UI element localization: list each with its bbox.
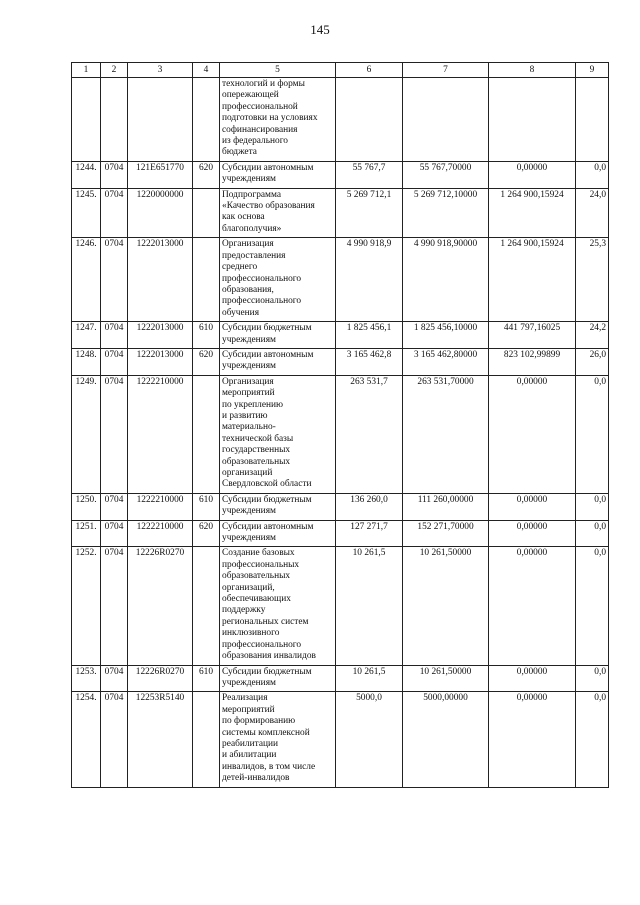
description-line: инвалидов, в том числе [222,761,316,772]
description-line: Субсидии автономным [222,349,314,360]
percent-cell: 25,3 [576,238,609,322]
executed-amount-cell: 441 797,16025 [489,322,576,349]
budget-table [71,62,609,788]
description-line: технической базы [222,433,294,444]
description-cell [220,665,336,692]
description-line: мероприятий [222,388,275,399]
description-line: предоставления [222,250,286,261]
description-line: бюджета [222,147,257,158]
row-number-cell: 1245. [72,188,101,238]
approved-amount-cell: 10 261,50000 [403,547,489,665]
table-row [72,238,609,322]
percent-cell: 0,0 [576,375,609,493]
description-line: учреждениям [222,506,276,517]
executed-amount-cell: 0,00000 [489,547,576,665]
description-line: Субсидии автономным [222,521,314,532]
description-line: среднего [222,262,258,273]
description-line: реабилитации [222,738,279,749]
description-line: учреждениям [222,334,276,345]
amount-cell: 55 767,7 [336,161,403,188]
section-code-cell: 0704 [101,238,128,322]
description-line: благополучия» [222,223,282,234]
row-number-cell: 1244. [72,161,101,188]
amount-cell: 136 260,0 [336,493,403,520]
row-number-cell: 1250. [72,493,101,520]
column-header: 2 [101,63,128,78]
table-row [72,188,609,238]
percent-cell: 26,0 [576,348,609,375]
table-row [72,547,609,665]
executed-amount-cell: 0,00000 [489,493,576,520]
expense-kind-cell: 610 [193,322,220,349]
description-line: Субсидии бюджетным [222,494,312,505]
target-article-cell [128,78,193,162]
description-cell [220,78,336,162]
description-line: образовательных [222,571,291,582]
description-line: образования инвалидов [222,651,316,662]
description-line: учреждениям [222,361,276,372]
percent-cell: 0,0 [576,493,609,520]
expense-kind-cell [193,547,220,665]
executed-amount-cell [489,78,576,162]
description-cell [220,547,336,665]
amount-cell: 263 531,7 [336,375,403,493]
percent-cell: 0,0 [576,692,609,787]
column-header: 6 [336,63,403,78]
table-header-row [72,63,609,78]
percent-cell: 24,2 [576,322,609,349]
section-code-cell: 0704 [101,375,128,493]
description-cell [220,348,336,375]
expense-kind-cell: 620 [193,520,220,547]
section-code-cell: 0704 [101,188,128,238]
description-line: профессиональной [222,101,298,112]
executed-amount-cell: 0,00000 [489,692,576,787]
target-article-cell: 1222013000 [128,238,193,322]
section-code-cell: 0704 [101,161,128,188]
description-line: профессионального [222,273,302,284]
description-line: системы комплексной [222,727,310,738]
table-body [72,78,609,788]
section-code-cell: 0704 [101,692,128,787]
executed-amount-cell: 1 264 900,15924 [489,238,576,322]
approved-amount-cell: 5000,00000 [403,692,489,787]
column-header: 9 [576,63,609,78]
section-code-cell: 0704 [101,493,128,520]
target-article-cell: 1222013000 [128,348,193,375]
expense-kind-cell [193,692,220,787]
target-article-cell: 1222210000 [128,493,193,520]
row-number-cell: 1249. [72,375,101,493]
description-line: и развитию [222,410,268,421]
row-number-cell: 1247. [72,322,101,349]
description-line: и абилитации [222,750,277,761]
table-row [72,665,609,692]
row-number-cell: 1248. [72,348,101,375]
description-cell [220,188,336,238]
target-article-cell: 1222210000 [128,520,193,547]
description-line: Субсидии бюджетным [222,666,312,677]
expense-kind-cell: 620 [193,161,220,188]
column-header: 8 [489,63,576,78]
description-line: мероприятий [222,704,275,715]
approved-amount-cell: 263 531,70000 [403,375,489,493]
amount-cell: 127 271,7 [336,520,403,547]
percent-cell: 0,0 [576,547,609,665]
description-line: профессионального [222,639,302,650]
expense-kind-cell: 610 [193,493,220,520]
description-line: по укреплению [222,399,284,410]
description-line: профессиональных [222,559,300,570]
description-line: «Качество образования [222,201,315,212]
description-line: Создание базовых [222,548,295,559]
description-line: технологий и формы [222,79,305,89]
approved-amount-cell: 55 767,70000 [403,161,489,188]
percent-cell: 0,0 [576,161,609,188]
description-cell [220,493,336,520]
section-code-cell: 0704 [101,520,128,547]
table-row [72,78,609,162]
target-article-cell: 12226R0270 [128,665,193,692]
table-row [72,322,609,349]
target-article-cell: 1222210000 [128,375,193,493]
amount-cell [336,78,403,162]
approved-amount-cell [403,78,489,162]
target-article-cell: 121E651770 [128,161,193,188]
description-line: обучения [222,307,260,318]
amount-cell: 10 261,5 [336,665,403,692]
section-code-cell: 0704 [101,547,128,665]
section-code-cell: 0704 [101,322,128,349]
approved-amount-cell: 152 271,70000 [403,520,489,547]
percent-cell [576,78,609,162]
executed-amount-cell: 0,00000 [489,520,576,547]
section-code-cell: 0704 [101,665,128,692]
description-line: образовательных [222,456,291,467]
row-number-cell: 1246. [72,238,101,322]
approved-amount-cell: 3 165 462,80000 [403,348,489,375]
table-row [72,375,609,493]
amount-cell: 5000,0 [336,692,403,787]
description-cell [220,520,336,547]
description-line: Организация [222,239,274,250]
expense-kind-cell: 620 [193,348,220,375]
description-line: Свердловской области [222,479,312,490]
column-header: 5 [220,63,336,78]
expense-kind-cell [193,375,220,493]
description-cell [220,375,336,493]
table-row [72,692,609,787]
executed-amount-cell: 1 264 900,15924 [489,188,576,238]
table-row [72,348,609,375]
table-row [72,520,609,547]
column-header: 4 [193,63,220,78]
expense-kind-cell: 610 [193,665,220,692]
description-line: из федерального [222,136,288,147]
amount-cell: 3 165 462,8 [336,348,403,375]
description-line: софинансирования [222,124,298,135]
description-line: опережающей [222,90,279,101]
description-line: материально- [222,422,276,433]
expense-kind-cell [193,78,220,162]
description-line: Организация [222,376,274,387]
column-header: 3 [128,63,193,78]
amount-cell: 4 990 918,9 [336,238,403,322]
description-line: Субсидии автономным [222,162,314,173]
percent-cell: 0,0 [576,665,609,692]
description-line: детей-инвалидов [222,773,290,784]
description-cell [220,161,336,188]
approved-amount-cell: 4 990 918,90000 [403,238,489,322]
row-number-cell: 1253. [72,665,101,692]
description-cell [220,322,336,349]
amount-cell: 5 269 712,1 [336,188,403,238]
description-line: учреждениям [222,533,276,544]
description-line: Реализация [222,693,268,704]
description-line: Подпрограмма [222,189,282,200]
row-number-cell: 1254. [72,692,101,787]
description-line: профессионального [222,296,302,307]
percent-cell: 24,0 [576,188,609,238]
target-article-cell: 12226R0270 [128,547,193,665]
description-line: организаций, [222,582,275,593]
section-code-cell: 0704 [101,348,128,375]
percent-cell: 0,0 [576,520,609,547]
description-cell [220,692,336,787]
description-line: по формированию [222,716,296,727]
description-line: обеспечивающих [222,594,291,605]
expense-kind-cell [193,238,220,322]
section-code-cell [101,78,128,162]
table-row [72,493,609,520]
row-number-cell: 1251. [72,520,101,547]
column-header: 7 [403,63,489,78]
description-cell [220,238,336,322]
description-line: организаций [222,468,273,478]
amount-cell: 1 825 456,1 [336,322,403,349]
description-line: государственных [222,445,291,456]
approved-amount-cell: 5 269 712,10000 [403,188,489,238]
description-line: образования, [222,284,274,295]
executed-amount-cell: 0,00000 [489,665,576,692]
approved-amount-cell: 111 260,00000 [403,493,489,520]
amount-cell: 10 261,5 [336,547,403,665]
row-number-cell: 1252. [72,547,101,665]
approved-amount-cell: 1 825 456,10000 [403,322,489,349]
description-line: поддержку [222,605,266,616]
description-line: учреждениям [222,677,276,688]
description-line: как основа [222,212,265,223]
column-header: 1 [72,63,101,78]
description-line: инклюзивного [222,628,280,639]
table-row [72,161,609,188]
row-number-cell [72,78,101,162]
description-line: учреждениям [222,174,276,185]
approved-amount-cell: 10 261,50000 [403,665,489,692]
description-line: региональных систем [222,616,309,627]
executed-amount-cell: 0,00000 [489,161,576,188]
executed-amount-cell: 0,00000 [489,375,576,493]
description-line: подготовки на условиях [222,113,318,124]
expense-kind-cell [193,188,220,238]
page-number: 145 [310,22,330,37]
executed-amount-cell: 823 102,99899 [489,348,576,375]
target-article-cell: 1222013000 [128,322,193,349]
description-line: Субсидии бюджетным [222,323,312,334]
target-article-cell: 12253R5140 [128,692,193,787]
target-article-cell: 1220000000 [128,188,193,238]
